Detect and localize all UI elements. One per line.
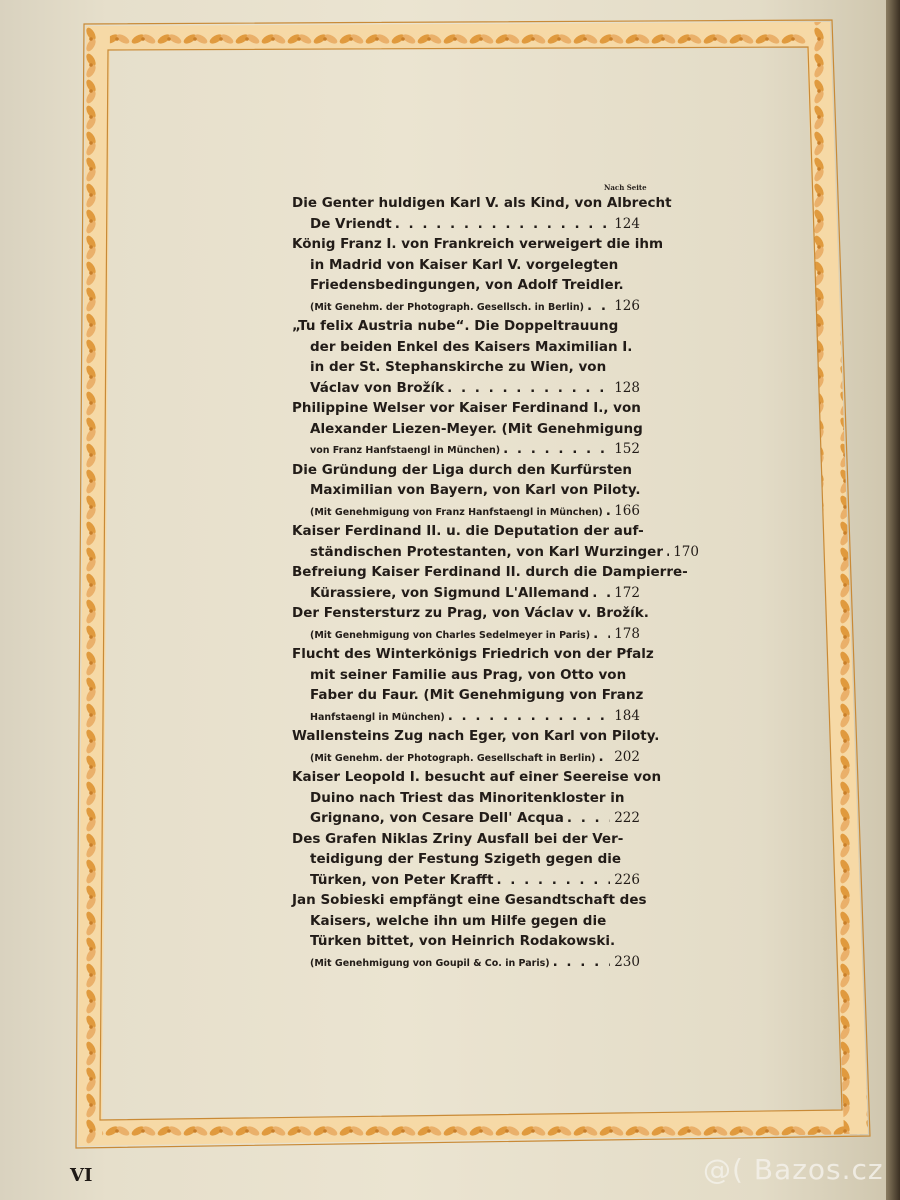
toc-entry-line [292,911,640,932]
toc-entry [292,767,662,829]
toc-entry-line [292,767,662,788]
toc-entry [292,193,672,234]
toc-entry-text: Des Grafen Niklas Zriny Ausfall bei der Ver- [292,830,624,847]
toc-entry-line [292,665,640,686]
toc-entry-text: Kaiser Leopold I. besucht auf einer Seereise von [292,769,662,785]
toc-entry-line [292,644,654,665]
toc-entry-line [292,890,647,911]
toc-entry [292,726,660,767]
toc-entry [292,398,643,460]
toc-page-number: 172 [614,584,640,601]
toc-entry-text: in Madrid von Kaiser Karl V. vorgelegten [310,256,619,273]
toc-entry-text: Flucht des Winterkönigs Friedrich von der Pfalz [292,646,654,662]
toc-entry-line [292,214,640,235]
toc-entry-line [292,583,640,604]
toc-entry-text: Maximilian von Bayern, von Karl von Piloty. [310,482,641,498]
toc-entry-text: De Vriendt [310,215,392,232]
toc-entry-text: Türken bittet, von Heinrich Rodakowski. [310,933,616,949]
table-of-illustrations [292,193,699,972]
toc-entry-line [292,603,649,624]
toc-entry-text: Grignano, von Cesare Dell' Acqua [310,810,564,826]
leader-dots [500,439,610,460]
toc-entry-line [292,542,699,563]
toc-entry-text: Der Fenstersturz zu Prag, von Václav v. Brožík. [292,605,649,621]
toc-page-number: 126 [614,297,640,314]
toc-entry-line [292,685,644,706]
toc-entry-line [292,275,640,296]
leader-dots [603,501,610,522]
toc-entry [292,316,640,398]
toc-entry-text: ständischen Protestanten, von Karl Wurzinger [310,543,663,560]
toc-entry-text: Türken, von Peter Krafft [310,871,494,888]
toc-entry-line [292,193,672,214]
toc-entry-text: Hanfstaengl in München) [310,711,445,723]
toc-entry-line [292,829,640,850]
toc-entry-text: teidigung der Festung Szigeth gegen die [310,851,622,867]
toc-entry-line [292,706,640,727]
leader-dots [590,624,610,645]
toc-entry-line [292,337,640,358]
toc-entry-text: Alexander Liezen-Meyer. (Mit Genehmigung [310,420,643,437]
toc-page-number: 166 [614,502,640,519]
toc-entry-line [292,460,640,481]
toc-entry-text: (Mit Genehm. der Photograph. Gesellsch. in Berlin) [310,301,584,313]
toc-entry-line [292,501,640,522]
toc-entry-text: Kaiser Ferdinand II. u. die Deputation der auf- [292,523,644,539]
toc-entry-text: von Franz Hanfstaengl in München) [310,445,501,456]
toc-entry [292,234,664,316]
toc-entry [292,562,688,603]
toc-entry [292,644,654,726]
toc-page-number: 128 [614,379,640,396]
leader-dots [445,706,610,727]
toc-entry-line [292,931,640,952]
toc-page-number: 202 [614,748,640,765]
toc-entry-line [292,808,640,829]
toc-entry-line [292,296,640,317]
toc-entry-text: Kaisers, welche ihn um Hilfe gegen die [310,912,607,929]
page-column-header: Nach Seite [604,183,647,192]
leader-dots [550,952,610,973]
toc-entry-line [292,316,640,337]
toc-entry-line [292,234,664,255]
toc-entry-text: (Mit Genehmigung von Franz Hanfstaengl in München) [310,506,603,518]
toc-entry-line [292,480,640,501]
toc-entry-line [292,357,640,378]
page-edge-shadow [886,0,900,1200]
toc-entry-line [292,378,640,399]
toc-entry [292,521,699,562]
toc-entry-line [292,870,640,891]
toc-page-number: 184 [614,707,640,724]
toc-entry-text: Die Genter huldigen Karl V. als Kind, von Albrecht [292,195,672,211]
toc-entry-line [292,849,640,870]
toc-entry-line [292,562,688,583]
toc-entry [292,460,640,522]
toc-entry-line [292,419,643,440]
toc-entry-text: Faber du Faur. (Mit Genehmigung von Franz [310,687,644,703]
toc-entry-line [292,788,640,809]
toc-entry-text: Friedensbedingungen, von Adolf Treidler. [310,277,624,293]
toc-page-number: 230 [614,953,640,970]
leader-dots [564,808,610,829]
toc-entry-text: in der St. Stephanskirche zu Wien, von [310,359,607,375]
toc-page-number: 178 [614,625,640,642]
toc-entry-text: der beiden Enkel des Kaisers Maximilian I. [310,338,633,355]
toc-entry-line [292,624,640,645]
toc-entry-line [292,952,640,973]
leader-dots [595,747,610,768]
toc-entry-line [292,255,640,276]
toc-entry-text: (Mit Genehmigung von Charles Sedelmeyer in Paris) [310,629,591,641]
toc-entry-text: Befreiung Kaiser Ferdinand II. durch die Dampierre- [292,564,688,580]
toc-entry-text: mit seiner Familie aus Prag, von Otto von [310,666,627,683]
leader-dots [493,870,610,891]
leader-dots [584,296,610,317]
toc-entry-line [292,747,640,768]
toc-page-number: 222 [614,810,640,826]
toc-page-number: 152 [614,441,640,457]
toc-entry-line [292,521,644,542]
toc-entry-line [292,398,640,419]
page-folio: VI [70,1165,93,1186]
toc-entry-text: Václav von Brožík [310,379,445,396]
toc-entry [292,603,649,644]
toc-entry [292,829,640,891]
toc-entry-text: Jan Sobieski empfängt eine Gesandtschaft des [292,892,647,908]
toc-entry-text: Philippine Welser vor Kaiser Ferdinand I., von [292,400,641,416]
leader-dots [589,583,610,604]
toc-page-number: 226 [614,871,640,888]
toc-entry-text: König Franz I. von Frankreich verweigert die ihm [292,236,664,252]
toc-entry-text: Kürassiere, von Sigmund L'Allemand [310,584,590,601]
toc-entry-text: Die Gründung der Liga durch den Kurfürsten [292,461,633,478]
toc-entry-line [292,439,640,460]
toc-entry-text: (Mit Genehmigung von Goupil & Co. in Paris) [310,957,550,969]
toc-entry-text: Duino nach Triest das Minoritenkloster in [310,789,625,806]
leader-dots [444,378,610,399]
toc-page-number: 124 [614,215,640,232]
toc-page-number: 170 [673,543,699,560]
toc-entry-text: Wallensteins Zug nach Eger, von Karl von Piloty. [292,728,660,744]
toc-entry-line [292,726,660,747]
toc-entry-text: (Mit Genehm. der Photograph. Gesellschaft in Berlin) [310,752,596,764]
leader-dots [392,214,610,235]
site-watermark: @( Bazos.cz [703,1153,884,1186]
toc-entry [292,890,647,972]
toc-entry-text: „Tu felix Austria nube“. Die Doppeltrauung [292,318,619,334]
